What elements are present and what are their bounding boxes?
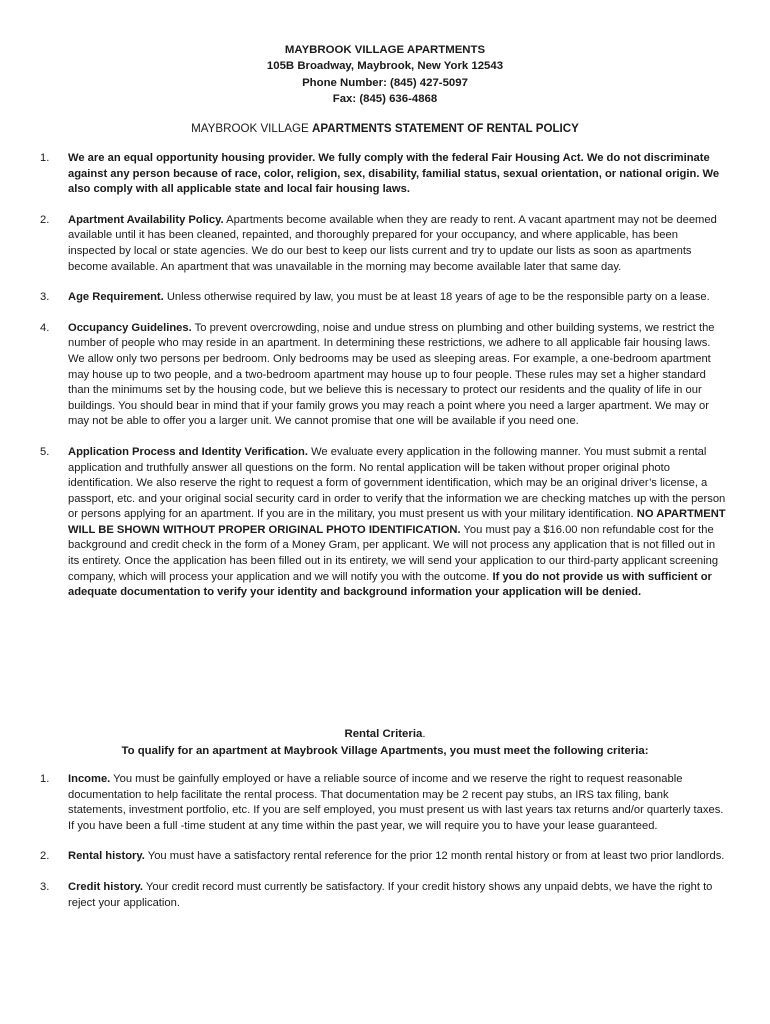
- criteria-number: 3.: [40, 880, 50, 893]
- policy-item: [40, 445, 726, 601]
- criteria-title: [0, 726, 770, 743]
- policy-title-prefix: MAYBROOK VILLAGE: [191, 122, 313, 135]
- company-address: 105B Broadway, Maybrook, New York 12543: [266, 60, 504, 73]
- criteria-subtitle: To qualify for an apartment at Maybrook Village Apartments, you must meet the following criteria:: [121, 745, 649, 757]
- policy-warning: NO APARTMENT WILL BE SHOWN WITHOUT PROPER ORIGINAL PHOTO IDENTIFICATION.: [68, 508, 726, 536]
- policy-lead: Application Process and Identity Verification.: [68, 445, 308, 458]
- policy-text: We are an equal opportunity housing provider. We fully comply with the federal Fair Housing Act. We do not discriminate against any person because of race, color, religion, sex, disability, familial status, sexual orientation, or national origin. We also comply with all applicable state and local fair housing laws.: [68, 152, 720, 196]
- criteria-item: [40, 880, 726, 911]
- policy-list: [40, 151, 726, 616]
- policy-number: 3.: [40, 291, 50, 304]
- policy-item: [40, 151, 726, 198]
- policy-number: 2.: [40, 213, 50, 226]
- policy-lead: Apartment Availability Policy.: [68, 213, 224, 226]
- criteria-list: [40, 772, 726, 926]
- criteria-text: Your credit record must currently be satisfactory. If your credit history shows any unpaid debts, we have the right to reject your application.: [68, 880, 713, 909]
- criteria-number: 2.: [40, 850, 50, 863]
- criteria-lead: Credit history.: [68, 880, 144, 893]
- policy-item: [40, 290, 726, 306]
- criteria-number: 1.: [40, 773, 50, 785]
- policy-number: 4.: [40, 321, 50, 334]
- policy-lead: Occupancy Guidelines.: [68, 321, 192, 334]
- policy-title: [0, 121, 770, 137]
- criteria-item: [40, 849, 726, 865]
- policy-text: You must pay a $16.00 non refundable cost for the background and credit check in the form of a Money Gram, per applicant. We will not process any application that is not filled out in its entirety. Once the application has been filled out in its entirety, we will send your application to our third-party applicant screening company, which will process your application and we will notify you with the outcome.: [68, 523, 719, 583]
- policy-title-main: APARTMENTS STATEMENT OF RENTAL POLICY: [312, 122, 579, 135]
- criteria-title-dot: .: [422, 728, 426, 740]
- company-name: MAYBROOK VILLAGE APARTMENTS: [284, 44, 486, 56]
- policy-number: 1.: [40, 152, 50, 164]
- policy-text: Apartments become available when they are ready to rent. A vacant apartment may not be deemed available until it has been cleaned, repainted, and thoroughly prepared for your occupancy, and where applicable, has been inspected by local or state agencies. We do our best to keep our lists current and try to update our lists as soon as apartments become available. An apartment that was unavailable in the morning may become available later that same day.: [68, 213, 717, 273]
- criteria-lead: Rental history.: [68, 850, 145, 863]
- policy-lead: Age Requirement.: [68, 291, 164, 304]
- criteria-item: [40, 772, 726, 834]
- criteria-heading: [0, 726, 770, 760]
- policy-number: 5.: [40, 445, 50, 458]
- company-fax: Fax: (845) 636-4868: [332, 93, 438, 106]
- company-phone: Phone Number: (845) 427-5097: [302, 76, 468, 89]
- policy-text: We evaluate every application in the following manner. You must submit a rental application and truthfully answer all questions on the form. No rental application will be taken without proper original photo identification. We also reserve the right to request a form of government identification, which may be an original driver’s license, a passport, etc. and your original social security card in order to verify that the information we are checking matches up with the person or persons applying for an apartment. If you are in the military, you must present us with your military identification.: [68, 445, 726, 521]
- criteria-text: You must have a satisfactory rental reference for the prior 12 month rental history or from at least two prior landlords.: [144, 850, 725, 863]
- policy-text: To prevent overcrowding, noise and undue stress on plumbing and other building systems, we restrict the number of people who may reside in an apartment. In determining these restrictions, we adhere to all applicable fair housing laws. We allow only two persons per bedroom. Only bedrooms may be used as sleeping areas. For example, a one-bedroom apartment may house up to two people, and a two-bedroom apartment may house up to four people. These rules may set a higher standard than the minimums set by the housing code, but we believe this is necessary to protect our residents and the quality of life in our buildings. You should bear in mind that if your family grows you may reach a point where you need a larger apartment. We may or may not be able to offer you a larger unit. We cannot promise that one will be available if you need one.: [68, 321, 715, 428]
- policy-item: [40, 321, 726, 430]
- policy-text: Unless otherwise required by law, you must be at least 18 years of age to be the responsible party on a lease.: [163, 291, 710, 304]
- criteria-text: You must be gainfully employed or have a reliable source of income and we reserve the right to request reasonable documentation to help facilitate the rental process. That documentation may be 2 recent pay stubs, an IRS tax filing, bank statements, investment portfolio, etc. If you are self employed, you must present us with last years tax returns and/or quarterly taxes. If you have been a full -time student at any time within the past year, we will require you to have your lease guaranteed.: [68, 773, 724, 832]
- policy-denial-notice: If you do not provide us with sufficient or adequate documentation to verify your identity and background information your application will be denied.: [68, 570, 712, 599]
- letterhead: [0, 42, 770, 108]
- policy-item: [40, 213, 726, 275]
- criteria-lead: Income.: [68, 773, 111, 785]
- criteria-title-text: Rental Criteria: [344, 728, 423, 740]
